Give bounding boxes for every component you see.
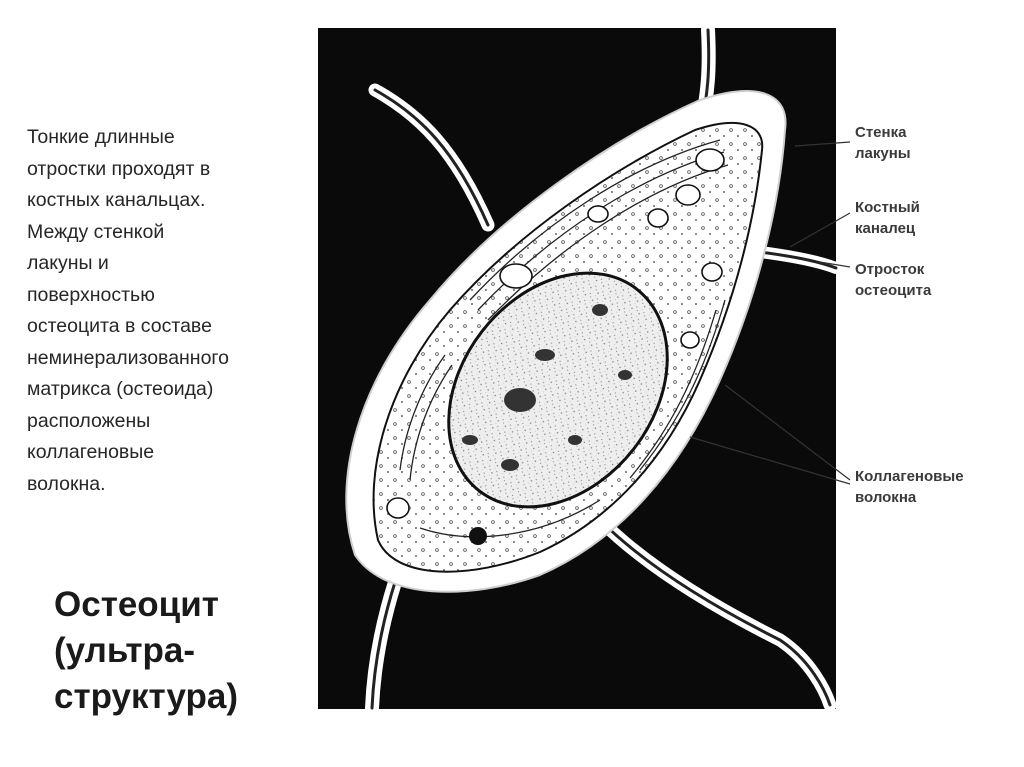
- description-line: лакуны и: [27, 252, 109, 274]
- label-line: волокна: [855, 489, 917, 506]
- label-bone-canaliculus: [855, 197, 1015, 239]
- label-line: остеоцита: [855, 282, 932, 299]
- dark-vesicle: [469, 527, 487, 545]
- description-line: костных канальцах.: [27, 189, 206, 211]
- description-line: поверхностью: [27, 283, 155, 306]
- description-line: Тонкие длинные: [27, 126, 175, 148]
- label-line: лакуны: [855, 145, 911, 162]
- slide-title-line: структура): [54, 677, 239, 716]
- label-line: Коллагеновые: [855, 468, 964, 485]
- label-line: Стенка: [855, 124, 907, 141]
- label-line: Костный: [855, 199, 920, 216]
- description-line: расположены: [27, 409, 151, 432]
- description-line: матрикса (остеоида): [27, 378, 214, 400]
- slide-title-line: Остеоцит: [54, 585, 219, 624]
- description-line: коллагеновые: [27, 441, 155, 463]
- description-line: Между стенкой: [27, 220, 165, 243]
- label-lacuna-wall: [855, 122, 1015, 164]
- label-collagen-fibers: [855, 466, 1015, 508]
- label-line: Отросток: [855, 261, 925, 278]
- label-osteocyte-process: [855, 259, 1015, 301]
- description-line: остеоцита в составе: [27, 315, 212, 337]
- description-line: отростки проходят в: [27, 157, 211, 180]
- label-line: каналец: [855, 220, 916, 237]
- description-line: волокна.: [27, 472, 106, 495]
- description-line: неминерализованного: [27, 346, 229, 369]
- slide-title-line: (ультра-: [54, 631, 195, 670]
